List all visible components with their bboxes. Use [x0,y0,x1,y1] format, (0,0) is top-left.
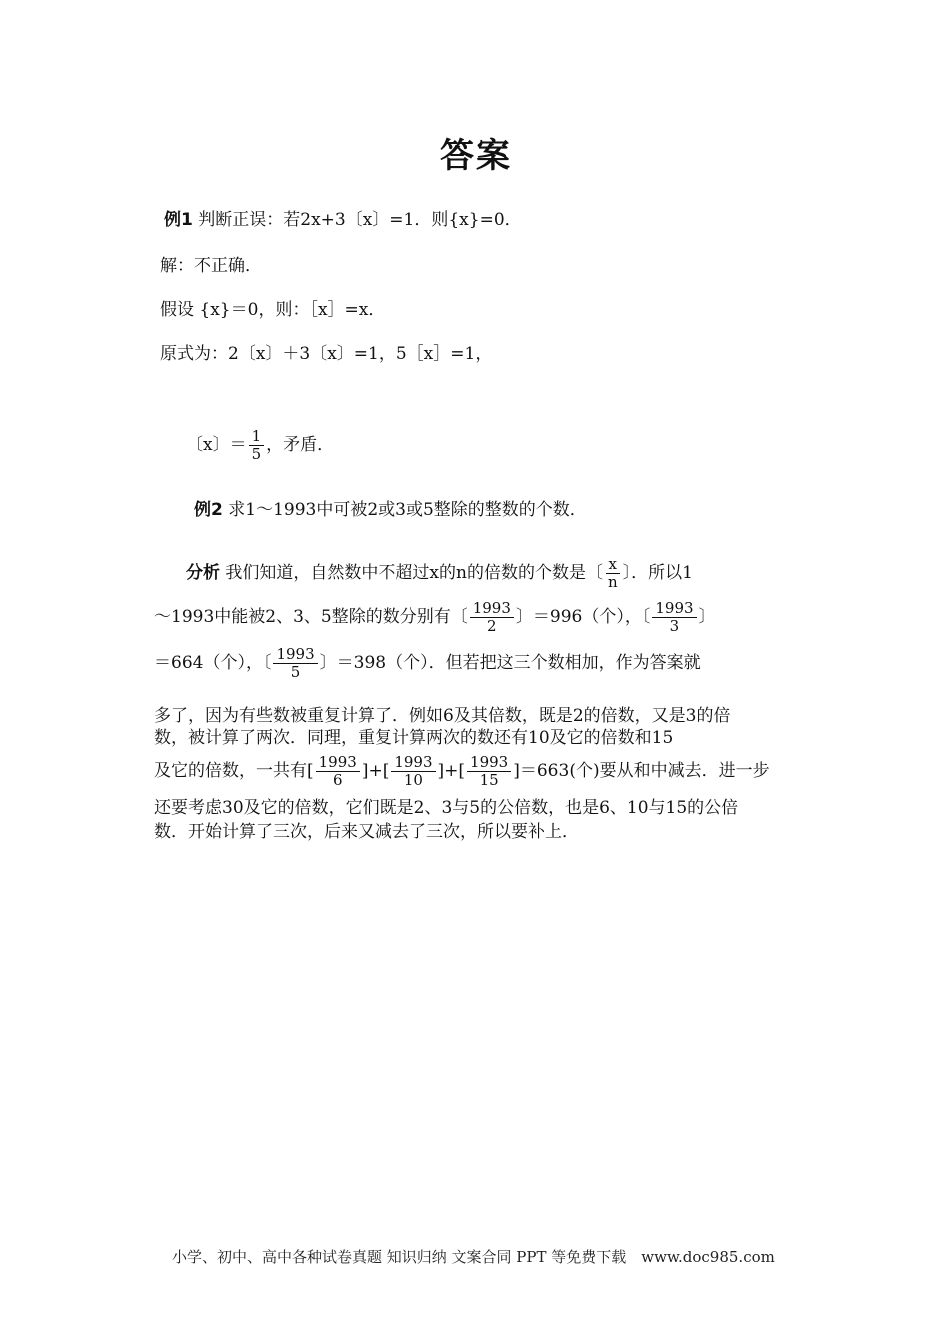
result-prefix: 〔x〕＝ [186,435,247,455]
fraction-denominator: 5 [290,663,301,681]
fraction-numerator: 1 [249,428,265,446]
fraction-one-fifth [249,428,265,463]
fraction-denominator: 15 [479,771,499,789]
example1-original-equation: 原式为：2〔x〕＋3〔x〕=1，5［x］=1， [160,344,493,364]
analysis-line-4: 多了，因为有些数被重复计算了．例如6及其倍数，既是2的倍数，又是3的倍 [154,706,731,726]
example1-result-line [186,428,334,463]
analysis-text: 〕．所以1 [622,563,693,583]
fraction-denominator: 6 [332,771,343,789]
fraction-numerator: 1993 [391,754,435,772]
analysis-text: 〕＝398（个）．但若把这三个数相加，作为答案就 [319,653,701,673]
fraction-denominator: 5 [251,445,262,463]
analysis-text: ＝664（个），〔 [154,653,272,673]
analysis-text: 及它的倍数，一共有[ [154,761,314,781]
analysis-text: 〕 [698,607,716,627]
fraction-numerator: x [606,556,620,574]
analysis-line-7: 还要考虑30及它的倍数，它们既是2、3与5的公倍数，也是6、10与15的公倍 [154,798,739,818]
fraction-denominator: 3 [669,617,680,635]
fraction-1993-over-10 [391,754,435,789]
analysis-line-1 [186,556,693,591]
fraction-x-over-n [605,556,621,591]
fraction-numerator: 1993 [652,600,696,618]
page-title: 答案 [440,136,512,176]
fraction-1993-over-5 [273,646,317,681]
analysis-text: ]＝663(个)要从和中减去．进一步 [513,761,770,781]
analysis-line-2 [154,600,716,635]
analysis-line-6 [154,754,770,789]
analysis-text: 我们知道，自然数中不超过x的n的倍数的个数是〔 [225,563,603,583]
analysis-line-5: 数，被计算了两次．同理，重复计算两次的数还有10及它的倍数和15 [154,728,674,748]
fraction-1993-over-2 [470,600,514,635]
example2-label: 例2 [194,500,223,520]
fraction-numerator: 1993 [273,646,317,664]
example2-question-line [194,498,587,522]
fraction-denominator: 10 [403,771,423,789]
analysis-text: ～1993中能被2、3、5整除的数分别有〔 [154,607,468,627]
example1-assumption: 假设 {x}＝0，则：［x］=x． [160,300,386,320]
example1-question: 判断正误：若2x+3〔x〕=1．则{x}=0． [198,210,522,230]
fraction-1993-over-15 [467,754,511,789]
analysis-text: 〕＝996（个），〔 [515,607,651,627]
analysis-text: ]+[ [361,761,390,781]
result-suffix: ，矛盾． [266,435,335,455]
analysis-line-3 [154,646,701,681]
fraction-1993-over-3 [652,600,696,635]
fraction-denominator: 2 [487,617,497,635]
fraction-numerator: 1993 [316,754,360,772]
fraction-numerator: 1993 [470,600,514,618]
example2-question: 求1～1993中可被2或3或5整除的整数的个数． [228,500,587,520]
analysis-label: 分析 [186,563,220,583]
example1-question-line [164,208,522,232]
fraction-numerator: 1993 [467,754,511,772]
example1-label: 例1 [164,210,193,230]
fraction-denominator: n [607,573,618,591]
fraction-1993-over-6 [316,754,360,789]
example1-answer: 解：不正确． [160,256,262,276]
analysis-line-8: 数．开始计算了三次，后来又减去了三次，所以要补上． [154,822,579,842]
footer-text: 小学、初中、高中各种试卷真题 知识归纳 文案合同 PPT 等免费下载 www.doc985.com [172,1248,775,1266]
analysis-text: ]+[ [437,761,466,781]
